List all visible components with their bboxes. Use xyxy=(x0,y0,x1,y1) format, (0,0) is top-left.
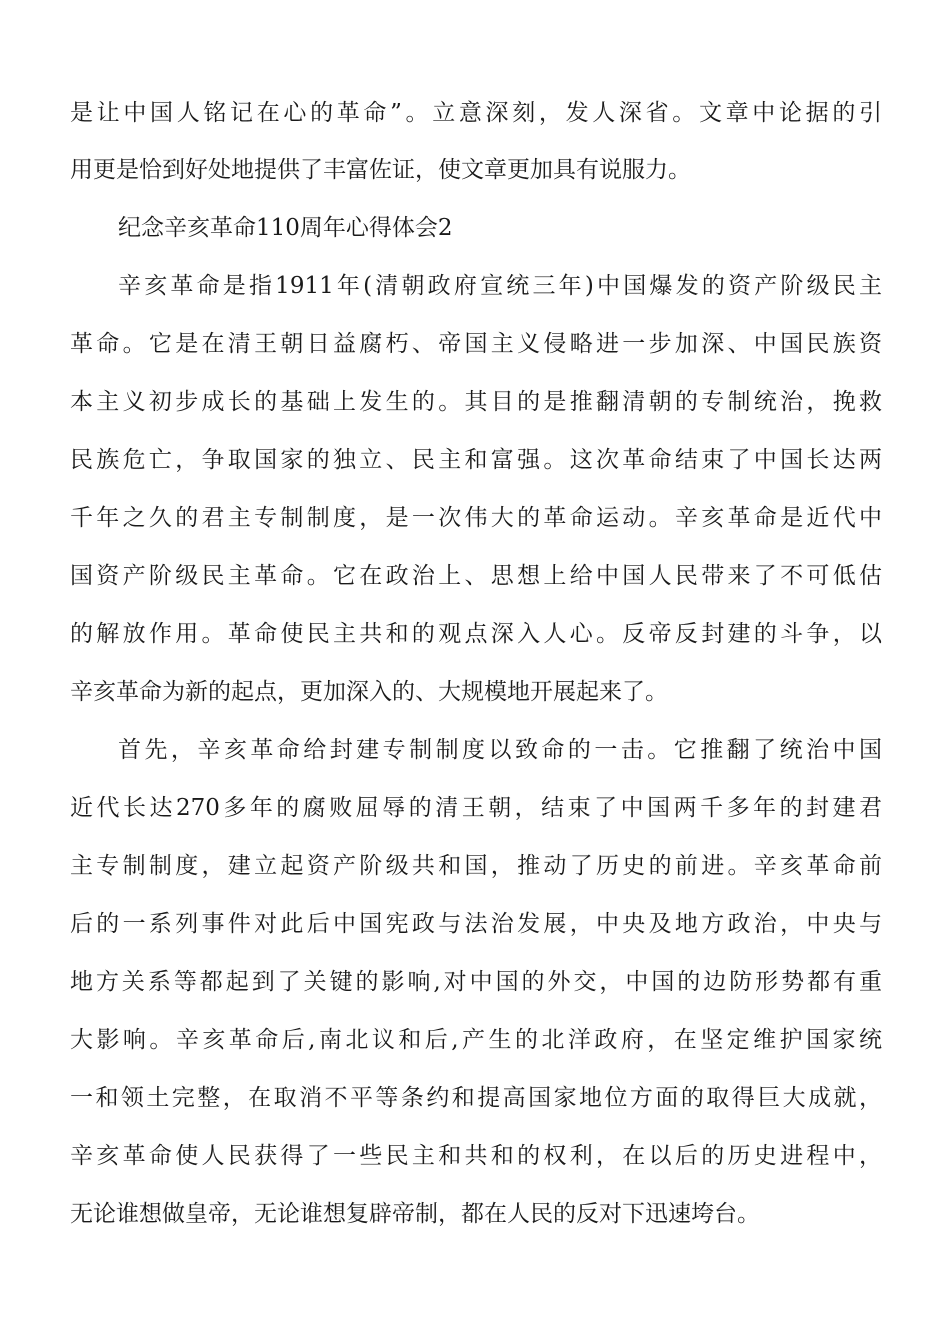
paragraph2-line-1: 首先，辛亥革命给封建专制制度以致命的一击。它推翻了统治中国 xyxy=(118,737,882,763)
paragraph2-line-6: 大影响。辛亥革命后,南北议和后,产生的北洋政府，在坚定维护国家统 xyxy=(70,1027,882,1053)
paragraph2-line-8: 辛亥革命使人民获得了一些民主和共和的权利，在以后的历史进程中， xyxy=(70,1143,882,1169)
section-title: 纪念辛亥革命110周年心得体会2 xyxy=(118,215,453,241)
paragraph1-line-3: 本主义初步成长的基础上发生的。其目的是推翻清朝的专制统治，挽救 xyxy=(70,389,882,415)
paragraph1-line-2: 革命。它是在清王朝日益腐朽、帝国主义侵略进一步加深、中国民族资 xyxy=(70,331,882,357)
intro-line-2: 用更是恰到好处地提供了丰富佐证，使文章更加具有说服力。 xyxy=(70,157,691,183)
paragraph2-line-7: 一和领土完整，在取消不平等条约和提高国家地位方面的取得巨大成就， xyxy=(70,1085,882,1111)
paragraph2-line-2: 近代长达270多年的腐败屈辱的清王朝，结束了中国两千多年的封建君 xyxy=(70,795,882,821)
intro-line-1: 是让中国人铭记在心的革命”。立意深刻，发人深省。文章中论据的引 xyxy=(70,100,882,126)
paragraph1-line-4: 民族危亡，争取国家的独立、民主和富强。这次革命结束了中国长达两 xyxy=(70,447,882,473)
paragraph1-line-5: 千年之久的君主专制制度，是一次伟大的革命运动。辛亥革命是近代中 xyxy=(70,505,882,531)
paragraph2-line-9: 无论谁想做皇帝，无论谁想复辟帝制，都在人民的反对下迅速垮台。 xyxy=(70,1201,760,1227)
paragraph2-line-3: 主专制制度，建立起资产阶级共和国，推动了历史的前进。辛亥革命前 xyxy=(70,853,882,879)
paragraph1-line-1: 辛亥革命是指1911年(清朝政府宣统三年)中国爆发的资产阶级民主 xyxy=(118,273,882,299)
paragraph1-line-6: 国资产阶级民主革命。它在政治上、思想上给中国人民带来了不可低估 xyxy=(70,563,882,589)
paragraph1-line-8: 辛亥革命为新的起点，更加深入的、大规模地开展起来了。 xyxy=(70,679,668,705)
paragraph2-line-5: 地方关系等都起到了关键的影响,对中国的外交，中国的边防形势都有重 xyxy=(70,969,882,995)
paragraph2-line-4: 后的一系列事件对此后中国宪政与法治发展，中央及地方政治，中央与 xyxy=(70,911,882,937)
paragraph1-line-7: 的解放作用。革命使民主共和的观点深入人心。反帝反封建的斗争，以 xyxy=(70,621,882,647)
